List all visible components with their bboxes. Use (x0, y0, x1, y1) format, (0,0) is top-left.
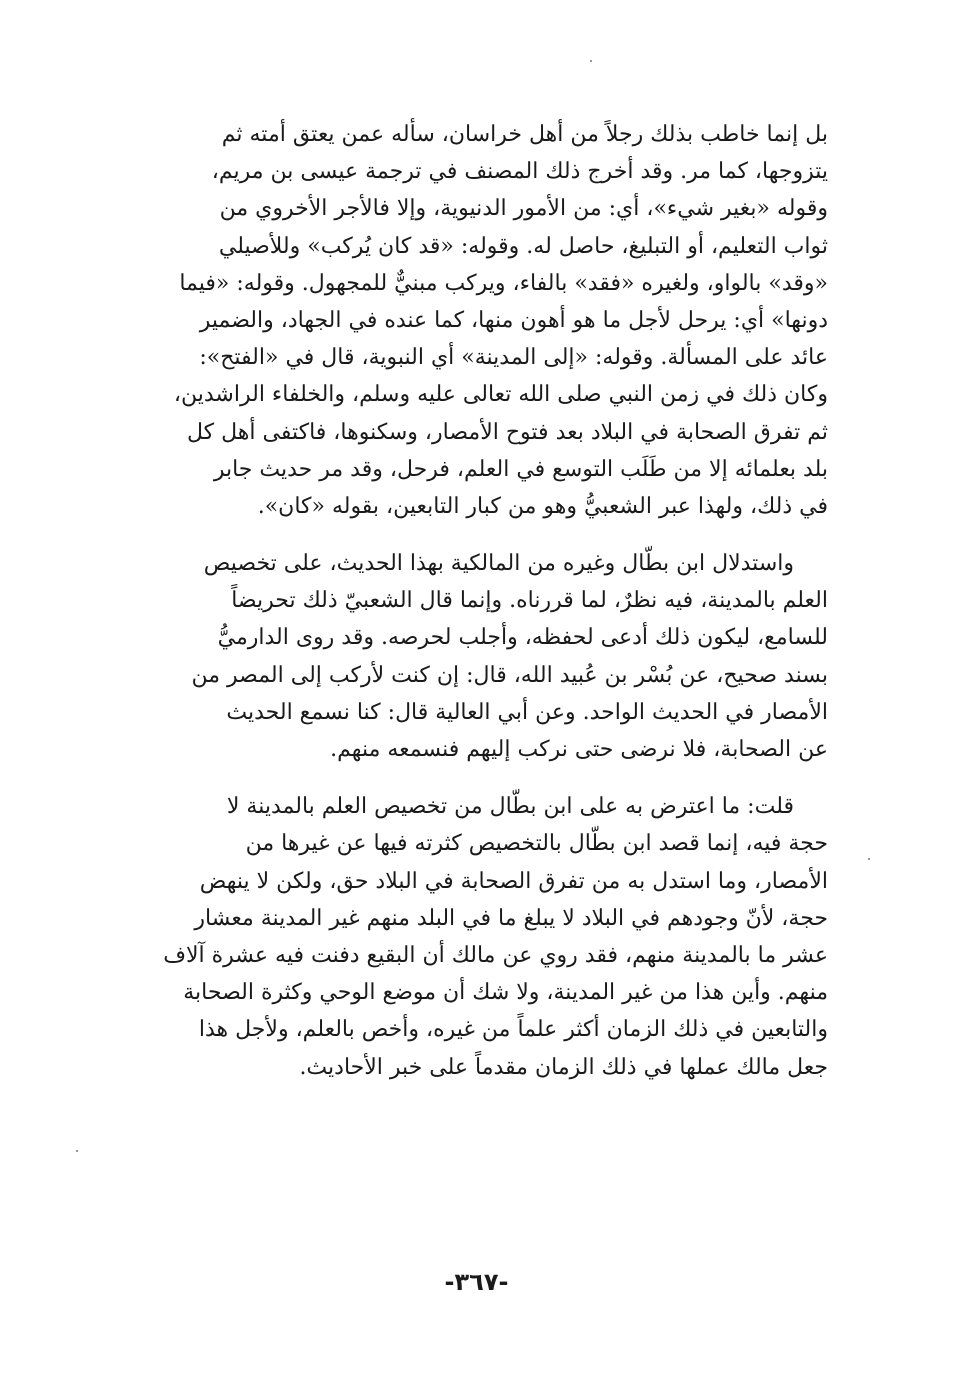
text-line: «وقد» بالواو، ولغيره «فقد» بالفاء، ويركب مبنيٌّ للمجهول. وقوله: «فيما (179, 270, 828, 296)
page-body (128, 116, 828, 1086)
text-line: حجة، لأنّ وجودهم في البلاد لا يبلغ ما في البلد منهم غير المدينة معشار (194, 905, 828, 931)
text-line: ثواب التعليم، أو التبليغ، حاصل له. وقوله: «قد كان يُركب» وللأصيلي (218, 233, 828, 259)
text-line: عائد على المسألة. وقوله: «إلى المدينة» أي النبوية، قال في «الفتح»: (199, 345, 828, 371)
paragraph-2 (128, 545, 828, 768)
text-line: بل إنما خاطب بذلك رجلاً من أهل خراسان، سأله عمن يعتق أمته ثم (221, 122, 828, 147)
page-number: -٣٦٧- (444, 1268, 509, 1296)
text-line: بلد بعلمائه إلا من طَلَب التوسع في العلم، فرحل، وقد مر حديث جابر (213, 456, 828, 482)
scan-speck (868, 858, 870, 860)
text-line: يتزوجها، كما مر. وقد أخرج ذلك المصنف في ترجمة عيسى بن مريم، (211, 159, 828, 185)
text-line: حجة فيه، إنما قصد ابن بطّال بالتخصيص كثرته فيها عن غيرها من (245, 831, 828, 857)
text-line: جعل مالك عملها في ذلك الزمان مقدماً على خبر الأحاديث. (299, 1054, 828, 1080)
text-line: والتابعين في ذلك الزمان أكثر علماً من غيره، وأخص بالعلم، ولأجل هذا (198, 1017, 828, 1043)
text-line: دونها» أي: يرحل لأجل ما هو أهون منها، كما عنده في الجهاد، والضمير (199, 307, 828, 333)
text-line: في ذلك، ولهذا عبر الشعبيُّ وهو من كبار التابعين، بقوله «كان». (257, 493, 828, 519)
text-line: منهم. وأين هذا من غير المدينة، ولا شك أن موضع الوحي وكثرة الصحابة (183, 980, 828, 1006)
paragraph-1 (128, 116, 828, 525)
text-line: ثم تفرق الصحابة في البلاد بعد فتوح الأمصار، وسكنوها، فاكتفى أهل كل (187, 419, 828, 445)
text-line: وقوله «بغير شيء»، أي: من الأمور الدنيوية، وإلا فالأجر الأخروي من (219, 196, 828, 222)
text-line: الأمصار في الحديث الواحد. وعن أبي العالية قال: كنا نسمع الحديث (226, 699, 828, 725)
text-line: وكان ذلك في زمن النبي صلى الله تعالى عليه وسلم، والخلفاء الراشدين، (173, 382, 828, 408)
text-line: عن الصحابة، فلا نرضى حتى نركب إليهم فنسمعه منهم. (330, 737, 828, 762)
text-line: واستدلال ابن بطّال وغيره من المالكية بهذا الحديث، على تخصيص (203, 551, 794, 577)
scan-speck (590, 60, 592, 62)
text-line: قلت: ما اعترض به على ابن بطّال من تخصيص العلم بالمدينة لا (226, 794, 794, 820)
paragraph-3 (128, 788, 828, 1086)
scan-speck (76, 1150, 78, 1152)
text-line: للسامع، ليكون ذلك أدعى لحفظه، وأجلب لحرصه. وقد روى الدارميُّ (217, 625, 828, 651)
text-line: بسند صحيح، عن بُسْر بن عُبيد الله، قال: إن كنت لأركب إلى المصر من (191, 662, 828, 688)
text-line: العلم بالمدينة، فيه نظرٌ، لما قررناه. وإنما قال الشعبيّ ذلك تحريضاً (231, 588, 828, 614)
text-line: عشر ما بالمدينة منهم، فقد روي عن مالك أن البقيع دفنت فيه عشرة آلاف (163, 942, 828, 968)
text-line: الأمصار، وما استدل به من تفرق الصحابة في البلاد حق، ولكن لا ينهض (199, 868, 828, 894)
